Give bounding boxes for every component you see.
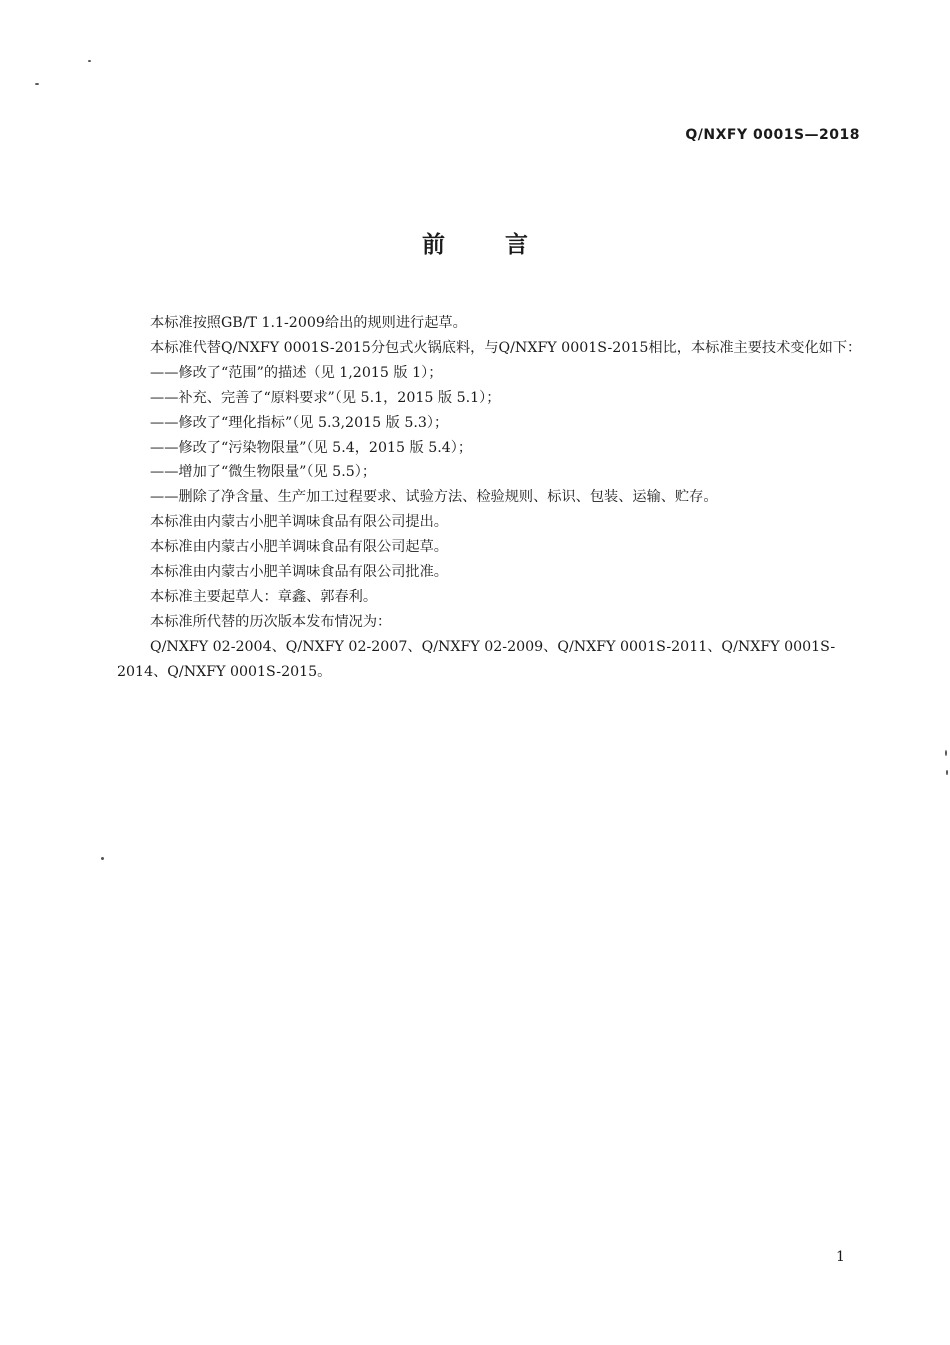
document-body bbox=[117, 311, 865, 685]
change-item-contaminants: ——修改了“污染物限量”（见 5.4，2015 版 5.4）； bbox=[150, 439, 473, 456]
change-item-scope: ——修改了“范围”的描述（见 1,2015 版 1）； bbox=[150, 364, 443, 381]
paragraph-history-versions: Q/NXFY 02-2004、Q/NXFY 02-2007、Q/NXFY 02-2009、Q/NXFY 0001S-2011、Q/NXFY 0001S-2014、Q/NXFY 0001S-2015。 bbox=[117, 638, 836, 680]
change-item-physicochemical: ——修改了“理化指标”（见 5.3,2015 版 5.3）； bbox=[150, 414, 449, 431]
scan-speck bbox=[945, 750, 947, 756]
paragraph-replaces: 本标准代替Q/NXFY 0001S-2015分包式火锅底料，与Q/NXFY 0001S-2015相比，本标准主要技术变化如下： bbox=[150, 339, 862, 356]
scan-speck bbox=[88, 60, 91, 62]
paragraph-drafters: 本标准主要起草人：章鑫、郭春利。 bbox=[150, 588, 378, 605]
scan-speck bbox=[101, 857, 104, 860]
page-title: 前言 bbox=[422, 232, 588, 258]
paragraph-proposed-by: 本标准由内蒙古小肥羊调味食品有限公司提出。 bbox=[150, 514, 448, 531]
paragraph-approved-by: 本标准由内蒙古小肥羊调味食品有限公司批准。 bbox=[150, 564, 448, 581]
change-item-deleted: ——删除了净含量、生产加工过程要求、试验方法、检验规则、标识、包装、运输、贮存。 bbox=[150, 489, 718, 506]
paragraph-history-heading: 本标准所代替的历次版本发布情况为： bbox=[150, 613, 392, 630]
change-item-raw-materials: ——补充、完善了“原料要求”（见 5.1，2015 版 5.1）； bbox=[150, 389, 501, 406]
paragraph-drafting-rule: 本标准按照GB/T 1.1-2009给出的规则进行起草。 bbox=[150, 315, 467, 331]
change-item-microbial: ——增加了“微生物限量”（见 5.5）； bbox=[150, 464, 377, 481]
scan-speck bbox=[35, 83, 39, 85]
scan-speck bbox=[946, 770, 948, 775]
document-code: Q/NXFY 0001S—2018 bbox=[685, 127, 860, 143]
page-number: 1 bbox=[836, 1249, 845, 1265]
paragraph-drafted-by: 本标准由内蒙古小肥羊调味食品有限公司起草。 bbox=[150, 539, 448, 556]
